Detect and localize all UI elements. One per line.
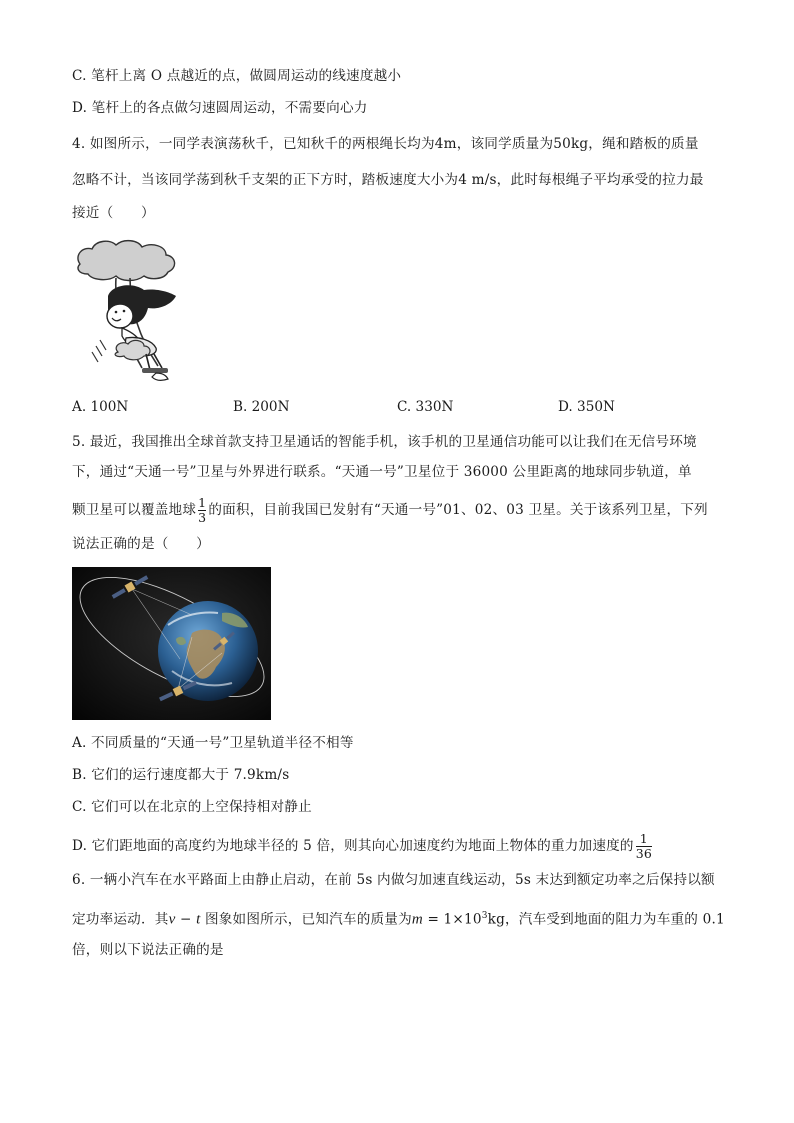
q5-stem-line4: 说法正确的是（ ） — [72, 536, 210, 552]
fraction-one-thirtysixth: $\frac{1}{36}$ — [635, 831, 653, 861]
q4-option-a: A. 100N — [72, 399, 129, 415]
q5-stem-line3: 颗卫星可以覆盖地球 $\frac{1}{3}$ 的面积，目前我国已发射有“天通一号”01、02、03 卫星。关于该系列卫星，下列 — [72, 495, 708, 525]
q4-option-c: C. 330N — [397, 399, 454, 415]
q4-stem-line3: 接近（ ） — [72, 205, 155, 221]
q5-option-c: C. 它们可以在北京的上空保持相对静止 — [72, 799, 312, 815]
q4-option-d: D. 350N — [558, 399, 615, 415]
q6-stem-line3: 倍，则以下说法正确的是 — [72, 942, 224, 958]
q5-stem-line2: 下，通过“天通一号”卫星与外界进行联系。“天通一号”卫星位于 36000 公里距离的地球同步轨道，单 — [72, 464, 692, 480]
q5-option-b: B. 它们的运行速度都大于 7.9km/s — [72, 767, 290, 783]
q6-stem-line1: 6. 一辆小汽车在水平路面上由静止启动，在前 5s 内做匀加速直线运动，5s 末达到额定功率之后保持以额 — [72, 872, 715, 888]
q4-stem-line1: 4. 如图所示，一同学表演荡秋千，已知秋千的两根绳长均为4m，该同学质量为50kg，绳和踏板的质量 — [72, 136, 699, 152]
q5-option-d: D. 它们距地面的高度约为地球半径的 5 倍，则其向心加速度约为地面上物体的重力加速度的 $\frac{1}{36}$ — [72, 831, 653, 861]
q4-options — [72, 399, 732, 419]
q3-option-c: C. 笔杆上离 O 点越近的点，做圆周运动的线速度越小 — [72, 68, 402, 84]
q5-stem-line1: 5. 最近，我国推出全球首款支持卫星通话的智能手机，该手机的卫星通信功能可以让我们在无信号环境 — [72, 434, 697, 450]
q5-option-a: A. 不同质量的“天通一号”卫星轨道半径不相等 — [72, 735, 354, 751]
q4-option-b: B. 200N — [233, 399, 290, 415]
satellite-earth-image — [72, 567, 271, 720]
q6-stem-line2: 定功率运动．其v − t 图象如图所示，已知汽车的质量为$m = 1\times 10^3kg$，汽车受到地面的阻力为车重的 0.1 — [72, 911, 725, 928]
fraction-one-third: $\frac{1}{3}$ — [198, 495, 207, 525]
q4-stem-line2: 忽略不计，当该同学荡到秋千支架的正下方时，踏板速度大小为4 m/s，此时每根绳子平均承受的拉力最 — [72, 172, 704, 188]
swing-girl-illustration — [72, 236, 184, 384]
q3-option-d: D. 笔杆上的各点做匀速圆周运动，不需要向心力 — [72, 100, 368, 116]
